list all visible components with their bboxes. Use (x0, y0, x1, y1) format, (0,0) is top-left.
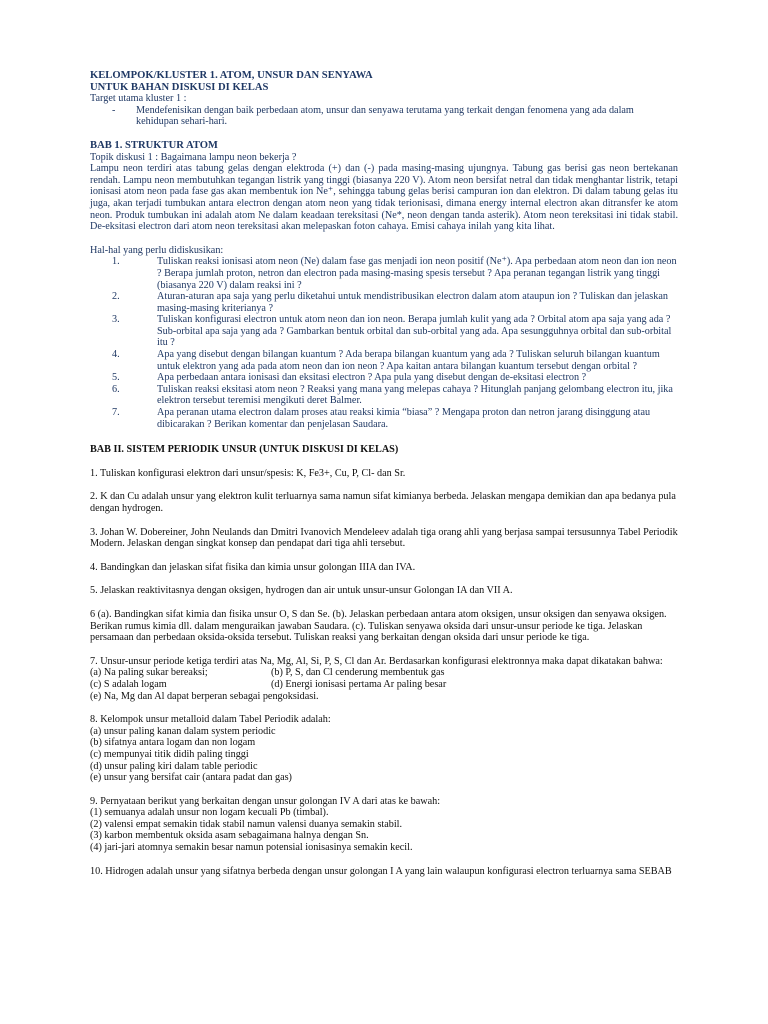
list-number: 3. (112, 314, 120, 326)
question-10: 10. Hidrogen adalah unsur yang sifatnya berbeda dengan unsur golongan I A yang lain walaupun konfigurasi electron terluarnya sama SEBAB (90, 865, 672, 877)
list-number: 2. (112, 291, 120, 303)
question-1: 1. Tuliskan konfigurasi elektron dari unsur/spesis: K, Fe3+, Cu, P, Cl- dan Sr. (90, 467, 406, 479)
option-d: (d) Energi ionisasi pertama Ar paling besar (271, 678, 447, 690)
list-number: 7. (112, 407, 120, 419)
option: (d) unsur paling kiri dalam table periodic (90, 760, 258, 772)
list-item (90, 314, 678, 349)
list-number: 6. (112, 383, 120, 395)
question-9-stem: 9. Pernyataan berikut yang berkaitan dengan unsur golongan IV A dari atas ke bawah: (90, 795, 441, 807)
list-text: Tuliskan reaksi eksitasi atom neon ? Reaksi yang mana yang melepas cahaya ? Hitunglah panjang gelombang electron itu, jika elektron tersebut teremisi mengikuti deret Balmer. (157, 383, 673, 407)
bab1-paragraph: Lampu neon terdiri atas tabung gelas dengan elektroda (+) dan (-) pada masing-masing ujungnya. Tabung gas berisi gas neon bertekanan rendah. Lampu neon membutuhkan tegangan listrik yang tinggi (biasanya 220 V). Atom neon bersifat netral dan tidak menghantar listrik, tetapi ionisasi atom neon pada fase gas akan membentuk ion Ne⁺, sehingga tabung gelas berisi campuran ion dan elektron. Di dalam tabung gelas itu juga, akan terjadi tumbukan antara electron dengan atom neon yang tidak terionisasi, dimana energy internal electron akan ditransfer ke atom neon. Produk tumbukan ini adalah atom Ne dalam keadaan tereksitasi (Ne*, neon dengan tanda asterik). Atom neon tereksitasi ini tidak stabil. De-eksitasi electron dari atom neon tereksitasi akan melepaskan foton cahaya. Emisi cahaya inilah yang kita lihat. (90, 163, 678, 233)
option: (c) mempunyai titik didih paling tinggi (90, 748, 249, 760)
list-text: Tuliskan konfigurasi electron untuk atom neon dan ion neon. Berapa jumlah kulit yang ada ? Orbital atom apa saja yang ada ? Sub-orbital apa saja yang ada ? Gambarkan bentuk orbital dan sub-orbital yang ada. Apa sesungguhnya orbital dan sub-orbital itu ? (157, 314, 672, 349)
list-item (90, 407, 678, 430)
question-7-stem: 7. Unsur-unsur periode ketiga terdiri atas Na, Mg, Al, Si, P, S, Cl dan Ar. Berdasarkan konfigurasi elektronnya maka dapat dikatakan bahwa: (90, 655, 663, 667)
bab2-heading: BAB II. SISTEM PERIODIK UNSUR (UNTUK DISKUSI DI KELAS) (90, 444, 399, 456)
option: (2) valensi empat semakin tidak stabil namun valensi duanya semakin stabil. (90, 818, 403, 830)
document-title: KELOMPOK/KLUSTER 1. ATOM, UNSUR DAN SENYAWA (90, 70, 373, 81)
list-text: Apa yang disebut dengan bilangan kuantum ? Ada berapa bilangan kuantum yang ada ? Tuliskan seluruh bilangan kuantum untuk elektron yang ada pada atom neon dan ion neon ? Apa kaitan antara bilangan kuantum tersebut dengan orbital ? (157, 349, 660, 372)
list-item (90, 372, 678, 384)
option: (e) unsur yang bersifat cair (antara padat dan gas) (90, 772, 292, 784)
list-item (90, 384, 678, 407)
list-text: Apa perbedaan antara ionisasi dan eksitasi electron ? Apa pula yang disebut dengan de-eksitasi electron ? (157, 372, 587, 384)
question-9 (90, 796, 678, 854)
list-text: Tuliskan reaksi ionisasi atom neon (Ne) dalam fase gas menjadi ion neon positif (Ne⁺). Apa perbedaan atom neon dan ion neon ? Berapa jumlah proton, netron dan electron pada masing-masing spesis tersebut ? Apa peranan tegangan listrik yang tinggi (biasanya 220 V) dalam reaksi ini ? (157, 256, 677, 291)
list-number: 4. (112, 349, 120, 361)
discussion-label: Hal-hal yang perlu didiskusikan: (90, 244, 224, 256)
target-item-text: Mendefenisikan dengan baik perbedaan atom, unsur dan senyawa terutama yang terkait dengan fenomena yang ada dalam kehidupan sehari-hari. (136, 104, 634, 128)
option: (a) unsur paling kanan dalam system periodic (90, 725, 276, 737)
question-8 (90, 714, 678, 784)
question-7 (90, 656, 678, 702)
list-number: 5. (112, 372, 120, 384)
option-b: (b) P, S, dan Cl cenderung membentuk gas (271, 667, 445, 679)
question-3: 3. Johan W. Dobereiner, John Neulands dan Dmitri Ivanovich Mendeleev adalah tiga orang ahli yang berjasa sampai tersusunnya Tabel Periodik Modern. Jelaskan dengan singkat konsep dan pendapat dari tiga ahli tersebut. (90, 526, 678, 550)
document-body (90, 70, 678, 877)
target-item (90, 105, 678, 128)
option: (3) karbon membentuk oksida asam sebagaimana halnya dengan Sn. (90, 830, 369, 842)
list-item (90, 349, 678, 372)
question-7-row (90, 667, 678, 679)
list-number: 1. (112, 256, 120, 268)
bab1-heading: BAB 1. STRUKTUR ATOM (90, 139, 218, 151)
question-2: 2. K dan Cu adalah unsur yang elektron kulit terluarnya sama namun sifat kimianya berbeda. Jelaskan mengapa demikian dan apa bedanya pula dengan hydrogen. (90, 491, 676, 514)
option: (b) sifatnya antara logam dan non logam (90, 737, 256, 749)
list-text: Apa peranan utama electron dalam proses atau reaksi kimia “biasa” ? Mengapa proton dan netron jarang disinggung atau dibicarakan ? Berikan komentar dan penjelasan Saudara. (157, 407, 651, 430)
option-a: (a) Na paling sukar bereaksi; (90, 667, 208, 679)
dash-bullet: - (112, 104, 116, 116)
option: (4) jari-jari atomnya semakin besar namun potensial ionisasinya semakin kecil. (90, 842, 413, 854)
document-subtitle: UNTUK BAHAN DISKUSI DI KELAS (90, 81, 269, 93)
question-4: 4. Bandingkan dan jelaskan sifat fisika dan kimia unsur golongan IIIA dan IVA. (90, 561, 416, 573)
question-7-row (90, 679, 678, 691)
question-5: 5. Jelaskan reaktivitasnya dengan oksigen, hydrogen dan air untuk unsur-unsur Golongan IA dan VII A. (90, 585, 513, 597)
question-6: 6 (a). Bandingkan sifat kimia dan fisika unsur O, S dan Se. (b). Jelaskan perbedaan antara atom oksigen, unsur oksigen dan senyawa oksigen. Berikan rumus kimia dll. dalam menguraikan jawaban Saudara. (c). Tuliskan senyawa oksida dari unsur-unsur periode ke tiga. Jelaskan persamaan dan perbedaan oksida-oksida tersebut. Tuliskan reaksi yang berkaitan dengan oksida dari unsur periode ke tiga. (90, 608, 667, 644)
bab1-topic: Topik diskusi 1 : Bagaimana lampu neon bekerja ? (90, 151, 297, 163)
option-e: (e) Na, Mg dan Al dapat berperan sebagai pengoksidasi. (90, 690, 319, 702)
list-item (90, 256, 678, 291)
target-label: Target utama kluster 1 : (90, 93, 187, 105)
discussion-list (90, 256, 678, 430)
list-text: Aturan-aturan apa saja yang perlu diketahui untuk mendistribusikan electron dalam atom ataupun ion ? Tuliskan dan jelaskan masing-masing kriterianya ? (157, 291, 668, 314)
list-item (90, 291, 678, 314)
option-c: (c) S adalah logam (90, 678, 167, 690)
option: (1) semuanya adalah unsur non logam kecuali Pb (timbal). (90, 807, 329, 819)
question-8-stem: 8. Kelompok unsur metalloid dalam Tabel Periodik adalah: (90, 714, 331, 726)
